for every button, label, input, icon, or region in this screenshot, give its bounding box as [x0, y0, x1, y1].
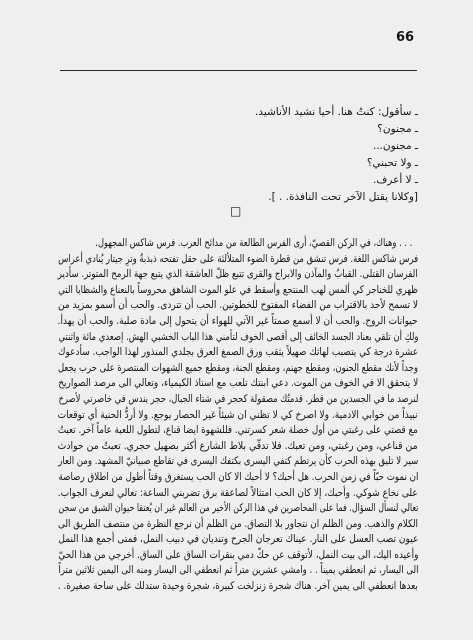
- paragraph-line: [58, 376, 418, 392]
- dialogue-line: [180, 172, 418, 189]
- paragraph-line-text: حيوانات الروح. والحب أن لا أسمع صمتاً غير الآتي للهواء أن يتحول إلى مادة صلبة. والحب أن يهدأ.: [58, 314, 418, 327]
- dialogue-line: [180, 189, 418, 206]
- paragraph-line-text: عشرة درجة كي يتصبب لهاثك صهيلاً يثقب ورق الصمغ العرق بجلدي المنذور لهذا الواجب. سأدعوك: [58, 346, 418, 359]
- paragraph-line-text: سير لا تليق بهذه الحرب كأن يرتطم كتفي اليسرى بكتفك اليسرى في تقاطع صبيانيّ المشهد. ومن العار: [58, 455, 418, 468]
- paragraph-line-text: لا تسمح لأحد بالاقتراب من الفضاء المفتوح للخطوتين. الحب أن تتردى. والحب أن أسمو بمزيد من: [58, 299, 418, 312]
- header-rule: [60, 70, 417, 71]
- paragraph-line: [58, 330, 418, 346]
- paragraph-line-text: الكلام والذهب. ومن الظلم ان نتجاور بلا التصاق. من الظلم أن نرجع النظرة من منتصف الطريق الى: [58, 517, 418, 530]
- dialogue-line: [180, 138, 418, 155]
- paragraph-line: [58, 267, 418, 283]
- dialogue-line-text: [وكلانا يقتل الآخر تحت النافذة. . ].: [268, 191, 418, 203]
- paragraph-line-text: . . . وهناك، في الركن القصيّ، أرى الفرس الطالعة من مدائح العرب. فرس شاكس المجهول.: [95, 237, 412, 249]
- paragraph-line-text: الى اليسار، ثم انعطفي يميناً . . وامشي عشرين متراً ثم انعطفي الى اليسار ومنه الى اليمين ثلاثين متراً: [58, 564, 418, 577]
- dialogue-line: [180, 155, 418, 172]
- paragraph-line-text: لا يتحقق الا في الخوف من الموت. دعي ابنتك تلعب مع استاذ الكيمياء، وتعالي الى مرصد الصواريخ: [58, 377, 418, 390]
- paragraph-line: [58, 236, 418, 252]
- paragraph-line-text: عيون تصب العسل على النار. عيناك تعرجان الجرح وتنديان في دبيب النمل، فمتى أجمع هذا النمل: [58, 533, 418, 546]
- paragraph-line-text: ان نموت حبّاً في زمن الحرب. هل أحبك؟ لا أحبك الا كان الحب يستغرق وقتاً أطول من اطلاق رصاصة: [58, 470, 418, 483]
- body-paragraph: [58, 236, 418, 595]
- dialogue-line: [180, 121, 418, 138]
- paragraph-line: [58, 563, 418, 579]
- paragraph-line-text: مع قصتي على رغبتي من أول خصلة شعر كسرتني. فللشهوة ايضا قناع، لتطول اللعبة عاماً آخر. تعبتُ: [58, 424, 418, 437]
- paragraph-line: [58, 486, 418, 502]
- paragraph-line-text: لنرصد ما في الجسدين من قطر. قدمتُك مصقولة كحجر في شتاء الجبال، حجر يندس في خاصرتي لأصرخ: [58, 392, 418, 405]
- paragraph-line-text: من قناعي، ومن رغبتي، ومن تعبك. فلا تدقّي بلاط الشارع أكثر بصهيل حجري. تعبتُ من حوادث: [58, 439, 418, 452]
- dialogue-line-text: ـ مجنون؟: [377, 123, 418, 135]
- dialogue-line-text: ـ سأقول: كنتُ هنا. أحيا نشيد الأناشيد.: [254, 106, 418, 118]
- section-break-symbol: □: [230, 204, 242, 218]
- paragraph-line: [58, 517, 418, 533]
- paragraph-line: [58, 579, 418, 595]
- paragraph-line: [58, 454, 418, 470]
- paragraph-line: [58, 252, 418, 268]
- paragraph-line: [58, 548, 418, 564]
- paragraph-line-text: الفرسان القتلى. القبابُ والمآذن والابراج والقرى تتبع ظلّ العاشقة الذي يتبع جهة الرمح المتوتر. سأدير: [58, 268, 418, 281]
- dialogue-line-text: ـ مجنون...: [372, 140, 418, 152]
- paragraph-line-text: بعدها انعطفي الى يمين آخر. هناك شجرة زنزلخت كبيرة، شجرة وحيدة ستدلك على ساحة صغيرة. .: [58, 580, 418, 593]
- paragraph-line-text: نبيذاً من خوابي الادمية. ولا اصرخ كي لا تظني ان شيئاً غير الحصار يوجع. ولا أردُّ الحنية أي توقعات: [58, 408, 418, 421]
- paragraph-line-text: فرس شاكس اللغة. فرس تنشق من قطرة الضوء المتلألئة على حقل تفتحه ذبذبةُ وترِ جيتار يُنادي أعراس: [58, 252, 418, 265]
- dialogue-line-text: ـ ولا تحبني؟: [366, 157, 418, 169]
- paragraph-line: [58, 314, 418, 330]
- paragraph-line-text: تعالي لنسأل السؤال. فما على المحاصرين في هذا الركن الأخير من العالم غير ان يُعتقا حيوان الشبق من سجن: [58, 502, 418, 515]
- paragraph-line: [58, 392, 418, 408]
- paragraph-line: [58, 423, 418, 439]
- paragraph-line: [58, 470, 418, 486]
- paragraph-line: [58, 283, 418, 299]
- paragraph-line: [58, 361, 418, 377]
- dialogue-line-text: ـ لا أعرف.: [373, 174, 418, 186]
- paragraph-line-text: ظهري للخناجر كي ألمس لهب المنتجع وأسقط في علو الموت الشاهق محروساً بالنعناع والشظايا التي: [58, 283, 418, 296]
- paragraph-line: [58, 345, 418, 361]
- paragraph-line: [58, 532, 418, 548]
- page-number: 66: [396, 30, 415, 45]
- paragraph-line: [58, 298, 418, 314]
- dialogue-block: [180, 104, 418, 206]
- paragraph-line: [58, 408, 418, 424]
- paragraph-line-text: وأعيده اليك، الى بيت النمل، لأتوقف عن حكّ دمي بنقرات الساق على الساق. أخرجي من هذا الحيّ: [58, 548, 418, 561]
- paragraph-line-text: على نخاع شوكي. وأحبك، إلا كان الحب امتثالاً لصاعقة برق تضربني الساعة: تعالي لنعرف الجواب.: [58, 486, 418, 499]
- paragraph-line: [58, 501, 418, 517]
- paragraph-line-text: وجداً لأنك مقطع الجنون، ومقطع جهنم، ومقطع الجنة، ومقطع جميع الشهوات المنتصرة على حرب يجعل: [58, 361, 418, 374]
- paragraph-line-text: ولكِ أن تلقي بعناد الجسد الخائف إلى أقصى الخوف لتأمني هذا الباب الخشبي الهش. إصعدي مائة واثنتي: [58, 330, 418, 343]
- paragraph-line: [58, 439, 418, 455]
- dialogue-line: [180, 104, 418, 121]
